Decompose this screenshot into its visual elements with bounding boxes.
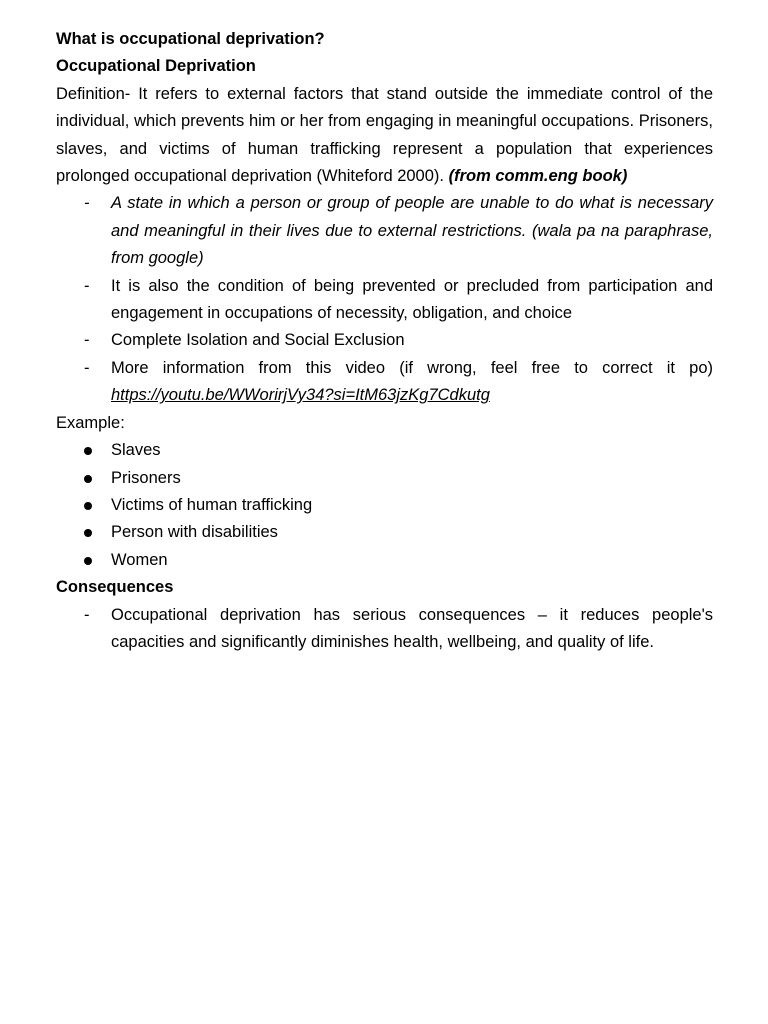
definition-paragraph [56,81,713,191]
example-label: Example: [56,413,125,432]
list-item [56,355,713,410]
dash-marker: - [84,194,90,213]
list-item-text: Complete Isolation and Social Exclusion [111,331,405,350]
definition-source: (from comm.eng book) [448,167,628,186]
youtube-video-link[interactable]: https://youtu.be/WWorirjVy34?si=ItM63jzKg7Cdkutg [111,386,490,405]
examples-bullet-list [56,437,713,574]
definition-dash-list [56,190,713,409]
section-heading-occupational-deprivation: Occupational Deprivation [56,57,256,76]
list-item [56,519,713,546]
definition-text: Definition- It refers to external factors that stand outside the immediate control of the individual, which prevents him or her from engaging in meaningful occupations. Prisoners, slaves, and victims of human trafficking represent a population that experiences prolonged occupational deprivation (Whiteford 2000). [56,84,713,186]
list-item-text: Prisoners [111,468,181,487]
list-item [56,547,713,574]
bullet-icon [84,502,92,510]
list-item [56,492,713,519]
list-item-text: A state in which a person or group of people are unable to do what is necessary and meaningful in their lives due to external restrictions. (wala pa na paraphrase, from google) [111,194,713,268]
dash-marker: - [84,276,90,295]
list-item-text: More information from this video (if wrong, feel free to correct it po) [111,358,713,377]
list-item-text: Slaves [111,441,161,460]
bullet-icon [84,529,92,537]
list-item [56,190,713,272]
list-item [56,602,713,657]
list-item [56,437,713,464]
list-item [56,327,713,354]
dash-marker: - [84,358,90,377]
list-item-text: Occupational deprivation has serious consequences – it reduces people's capacities and significantly diminishes health, wellbeing, and quality of life. [111,605,713,651]
list-item-text: Victims of human trafficking [111,495,313,514]
dash-marker: - [84,331,90,350]
bullet-icon [84,557,92,565]
list-item-text: Women [111,550,168,569]
list-item-text: It is also the condition of being prevented or precluded from participation and engagement in occupations of necessity, obligation, and choice [111,276,713,323]
bullet-icon [84,475,92,483]
list-item [56,273,713,328]
bullet-icon [84,447,92,455]
list-item [56,465,713,492]
consequences-dash-list [56,602,713,657]
document-title: What is occupational deprivation? [56,30,325,48]
section-heading-consequences: Consequences [56,578,174,597]
dash-marker: - [84,605,90,624]
document-page [56,26,713,656]
list-item-text: Person with disabilities [111,523,278,542]
